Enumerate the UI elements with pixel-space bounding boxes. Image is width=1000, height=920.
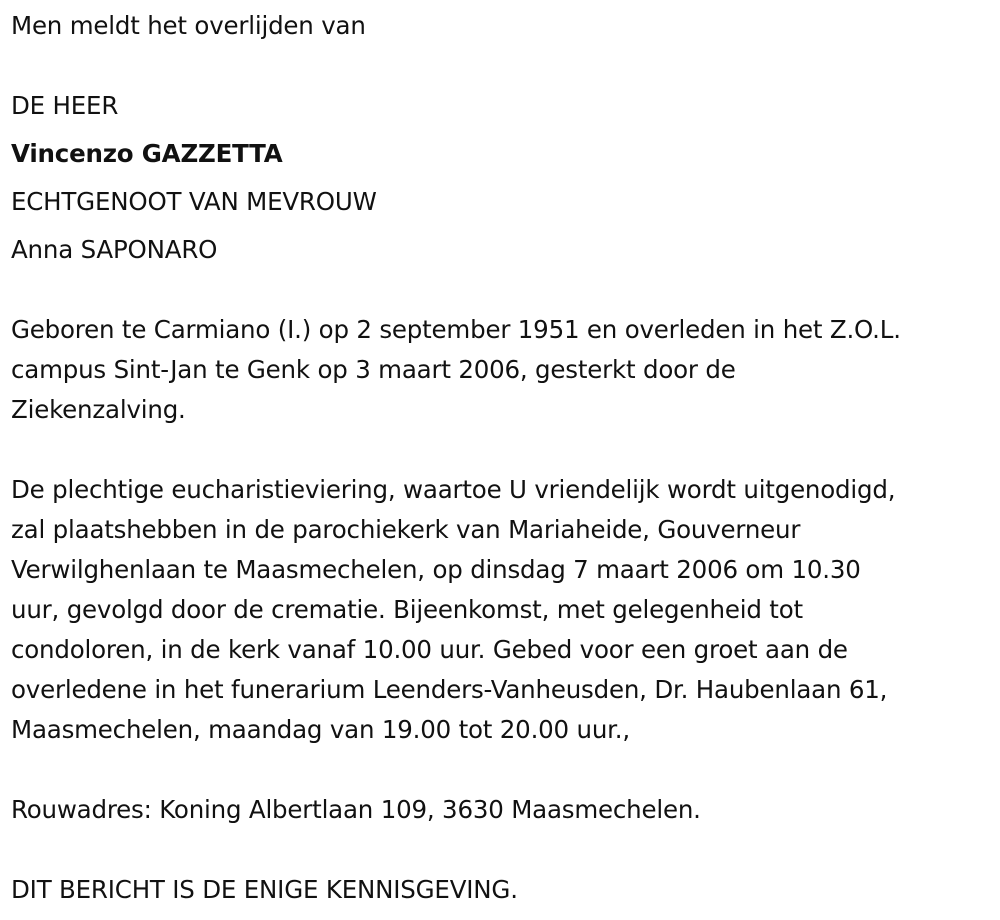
- paragraph-line: Maasmechelen, maandag van 19.00 tot 20.00 uur.,: [11, 715, 630, 744]
- paragraph-line: Ziekenzalving.: [11, 395, 186, 424]
- closing-statement: DIT BERICHT IS DE ENIGE KENNISGEVING.: [11, 875, 518, 904]
- paragraph-line: zal plaatshebben in de parochiekerk van Mariaheide, Gouverneur: [11, 515, 801, 544]
- honorific-title: DE HEER: [11, 91, 119, 120]
- paragraph-line: condoloren, in de kerk vanaf 10.00 uur. Gebed voor een groet aan de: [11, 635, 848, 664]
- mourning-address: Rouwadres: Koning Albertlaan 109, 3630 Maasmechelen.: [11, 795, 701, 824]
- paragraph-line: campus Sint-Jan te Genk op 3 maart 2006, gesterkt door de: [11, 355, 736, 384]
- spacer: [11, 830, 1000, 870]
- paragraph-line: uur, gevolgd door de crematie. Bijeenkomst, met gelegenheid tot: [11, 595, 803, 624]
- spacer: [11, 46, 1000, 86]
- birth-death-paragraph: [11, 310, 991, 430]
- paragraph-line: De plechtige eucharistieviering, waartoe U vriendelijk wordt uitgenodigd,: [11, 475, 896, 504]
- intro-text: Men meldt het overlijden van: [11, 11, 366, 40]
- paragraph-line: Geboren te Carmiano (I.) op 2 september 1951 en overleden in het Z.O.L.: [11, 315, 901, 344]
- ceremony-paragraph: [11, 470, 991, 750]
- spacer: [11, 430, 1000, 470]
- paragraph-line: Verwilghenlaan te Maasmechelen, op dinsdag 7 maart 2006 om 10.30: [11, 555, 861, 584]
- relation-text: ECHTGENOOT VAN MEVROUW: [11, 187, 377, 216]
- deceased-name: Vincenzo GAZZETTA: [11, 139, 283, 168]
- paragraph-line: overledene in het funerarium Leenders-Vanheusden, Dr. Haubenlaan 61,: [11, 675, 888, 704]
- spacer: [11, 750, 1000, 790]
- spacer: [11, 270, 1000, 310]
- spouse-name: Anna SAPONARO: [11, 235, 218, 264]
